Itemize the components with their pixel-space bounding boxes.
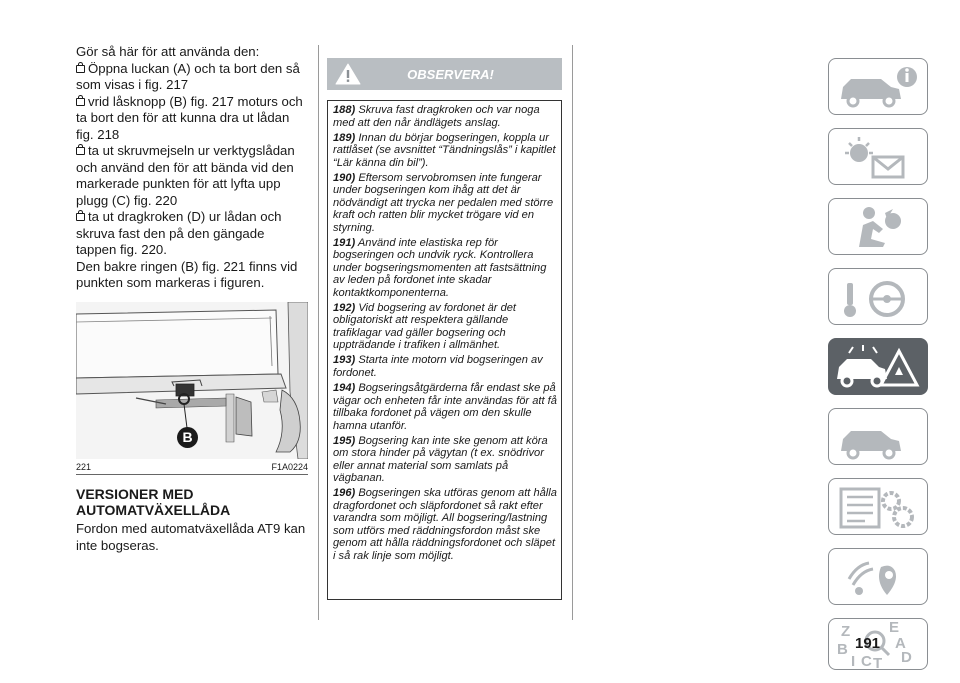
multimedia-icon — [829, 549, 928, 605]
instruction-step: vrid låsknopp (B) fig. 217 moturs och ta bort den för att kunna dra ut lådan fig. 218 — [76, 93, 303, 142]
lock-icon — [76, 65, 85, 73]
warning-item: 192) Vid bogsering av fordonet är det obligatoriskt att respektera gällande trafiklagar vad gäller bogsering och uppträdande i trafiken i allmänhet. — [333, 301, 516, 352]
figure-caption — [76, 462, 308, 472]
tab-car-emergency[interactable] — [828, 338, 928, 395]
warning-triangle-icon — [335, 63, 361, 85]
column-divider — [572, 45, 573, 620]
index-letters-icon: Z E A B D I C T — [829, 619, 927, 669]
warning-item: 188) Skruva fast dragkroken och var noga med att den når ändlägets anslag. — [333, 104, 540, 129]
rear-towing-ring-figure — [76, 302, 308, 459]
instructions-intro: Gör så här för att använda den: — [76, 44, 260, 59]
lock-icon — [76, 147, 85, 155]
instruction-step: Öppna luckan (A) och ta bort den så som visas i fig. 217 — [76, 60, 300, 92]
warning-item: 189) Innan du börjar bogseringen, koppla ur rattlåset (se avsnittet “Tändningslås” i kapitlet “Lär känna din bil”). — [333, 131, 556, 169]
specs-gears-icon — [829, 479, 928, 535]
tab-car-info[interactable] — [828, 58, 928, 115]
warning-title: OBSERVERA! — [407, 66, 494, 82]
figure-number: 221 — [76, 462, 92, 472]
tab-steering-key[interactable] — [828, 268, 928, 325]
column-divider — [318, 45, 319, 620]
warning-lights-icon — [829, 129, 928, 185]
instruction-step: ta ut skruvmejseln ur verktygslådan och använd den för att bända vid den markerade punkten för att lyfta upp plugg (C) fig. 220 — [76, 143, 295, 208]
airbag-seat-icon — [829, 199, 928, 255]
instructions-outro: Den bakre ringen (B) fig. 221 finns vid punkten som markeras i figuren. — [76, 258, 298, 290]
steering-key-icon — [829, 269, 928, 325]
callout-b-badge: B — [177, 427, 198, 448]
car-emergency-icon — [829, 339, 928, 395]
warning-item: 193) Starta inte motorn vid bogseringen av fordonet. — [333, 354, 543, 379]
warning-item: 196) Bogseringen ska utföras genom att hålla dragfordonet och släpfordonet så rakt efter varandra som möjligt. All bogsering/lastning som utförs med räddningsfordon måst ske genom att hålla räddningsfordonet och släpet i så rak linje som möjligt. — [333, 487, 557, 562]
warning-header — [327, 58, 562, 90]
tab-specs-gears[interactable] — [828, 478, 928, 535]
section-text: Fordon med automatväxellåda AT9 kan inte bogseras. — [76, 521, 306, 553]
section-heading: VERSIONER MED AUTOMATVÄXELLÅDA — [76, 486, 231, 518]
warning-item: 195) Bogsering kan inte ske genom att köra om stora hinder på vägytan (t ex. snödrivor eller annat material som samlats på vägbanan. — [333, 434, 548, 485]
figure-divider — [76, 474, 308, 475]
figure-code: F1A0224 — [271, 462, 308, 472]
car-service-icon — [829, 409, 928, 465]
tab-warning-lights[interactable] — [828, 128, 928, 185]
warning-item: 191) Använd inte elastiska rep för bogseringen och undvik ryck. Kontrollera under bogseringsmomenten att fastsättning av leden på fordonet inte skadar kontaktkomponenterna. — [333, 236, 547, 299]
instructions-column — [76, 44, 306, 292]
car-info-icon — [829, 59, 928, 115]
lock-icon — [76, 98, 85, 106]
page-number: 191 — [855, 635, 881, 652]
tab-multimedia[interactable] — [828, 548, 928, 605]
instruction-step: ta ut dragkroken (D) ur lådan och skruva fast den på den gängade tappen fig. 220. — [76, 209, 282, 257]
warning-box — [327, 100, 562, 600]
tab-car-service[interactable] — [828, 408, 928, 465]
tab-airbag-seat[interactable] — [828, 198, 928, 255]
warning-item: 190) Eftersom servobromsen inte fungerar under bogseringen kom ihåg att det är nödvändigt att trycka ner pedalen med större kraft och ratten blir mycket trögare vid en styrning. — [333, 171, 554, 234]
lock-icon — [76, 213, 85, 221]
warning-item: 194) Bogseringsåtgärderna får endast ske på vägar och enheten får inte användas för att få tillbaka fordonet på vägen om den skulle hamna utanför. — [333, 382, 557, 432]
